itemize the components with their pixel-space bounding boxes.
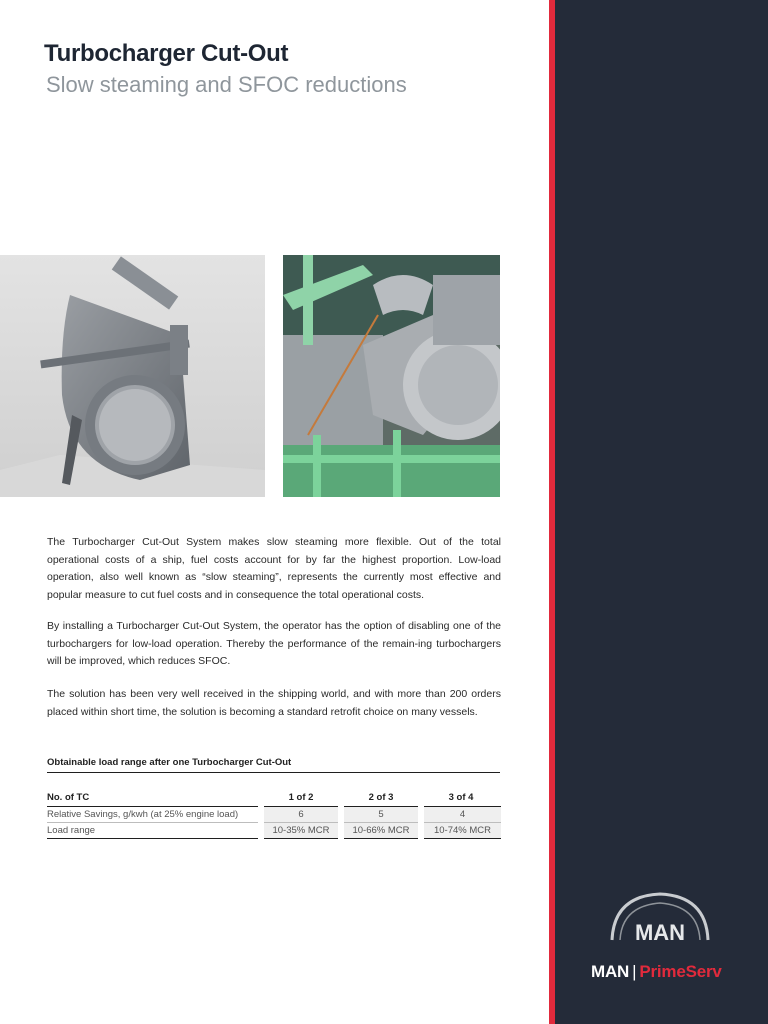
accent-stripe	[549, 0, 555, 1024]
valve-photo	[0, 255, 265, 497]
engine-room-photo	[283, 255, 500, 497]
man-logo	[606, 890, 714, 946]
table-row	[47, 823, 501, 839]
table-header-cell: 2 of 3	[368, 792, 394, 803]
table-header-cell: 3 of 4	[448, 792, 474, 803]
body-paragraph-3: The solution has been very well received in the shipping world, and with more than 200 orders placed within short time, the solution is becoming a standard retrofit choice on many vessels.	[47, 688, 501, 718]
table-cell: 10-66% MCR	[341, 823, 421, 839]
table-header-row	[47, 790, 501, 807]
page-subtitle: Slow steaming and SFOC reductions	[46, 72, 407, 97]
table-row	[47, 807, 501, 823]
table-cell: 6	[261, 807, 341, 823]
brand-sidebar	[549, 0, 768, 1024]
table-header-cell: 1 of 2	[288, 792, 314, 803]
brand-name	[591, 962, 722, 982]
table-header-cell: No. of TC	[47, 792, 90, 803]
table-cell: 5	[341, 807, 421, 823]
table-cell: 10-35% MCR	[261, 823, 341, 839]
page-title: Turbocharger Cut-Out	[44, 40, 289, 67]
table-caption: Obtainable load range after one Turbocharger Cut-Out	[47, 757, 500, 773]
brand-man: MAN	[591, 962, 630, 981]
table-cell: Relative Savings, g/kwh (at 25% engine load)	[47, 807, 261, 823]
table-cell: 10-74% MCR	[421, 823, 501, 839]
body-paragraph-1: The Turbocharger Cut-Out System makes slow steaming more flexible. Out of the total operational costs of a ship, fuel costs account for by far the highest proportion. Low-load operation, also well known as “slow steaming”, represents the currently most effective and popular measure to cut fuel costs and in consequence the total operational costs.	[47, 536, 501, 601]
table-cell: Load range	[47, 823, 261, 839]
brand-primeserv: PrimeServ	[639, 962, 722, 981]
table-cell: 4	[421, 807, 501, 823]
brand-separator: |	[632, 962, 637, 981]
load-range-table	[47, 790, 501, 839]
logo-text: MAN	[634, 920, 686, 945]
body-paragraph-2: By installing a Turbocharger Cut-Out System, the operator has the option of disabling one of the turbochargers for low-load operation. Thereby the performance of the remain-ing turbochargers will be improved, which reduces SFOC.	[47, 620, 501, 667]
